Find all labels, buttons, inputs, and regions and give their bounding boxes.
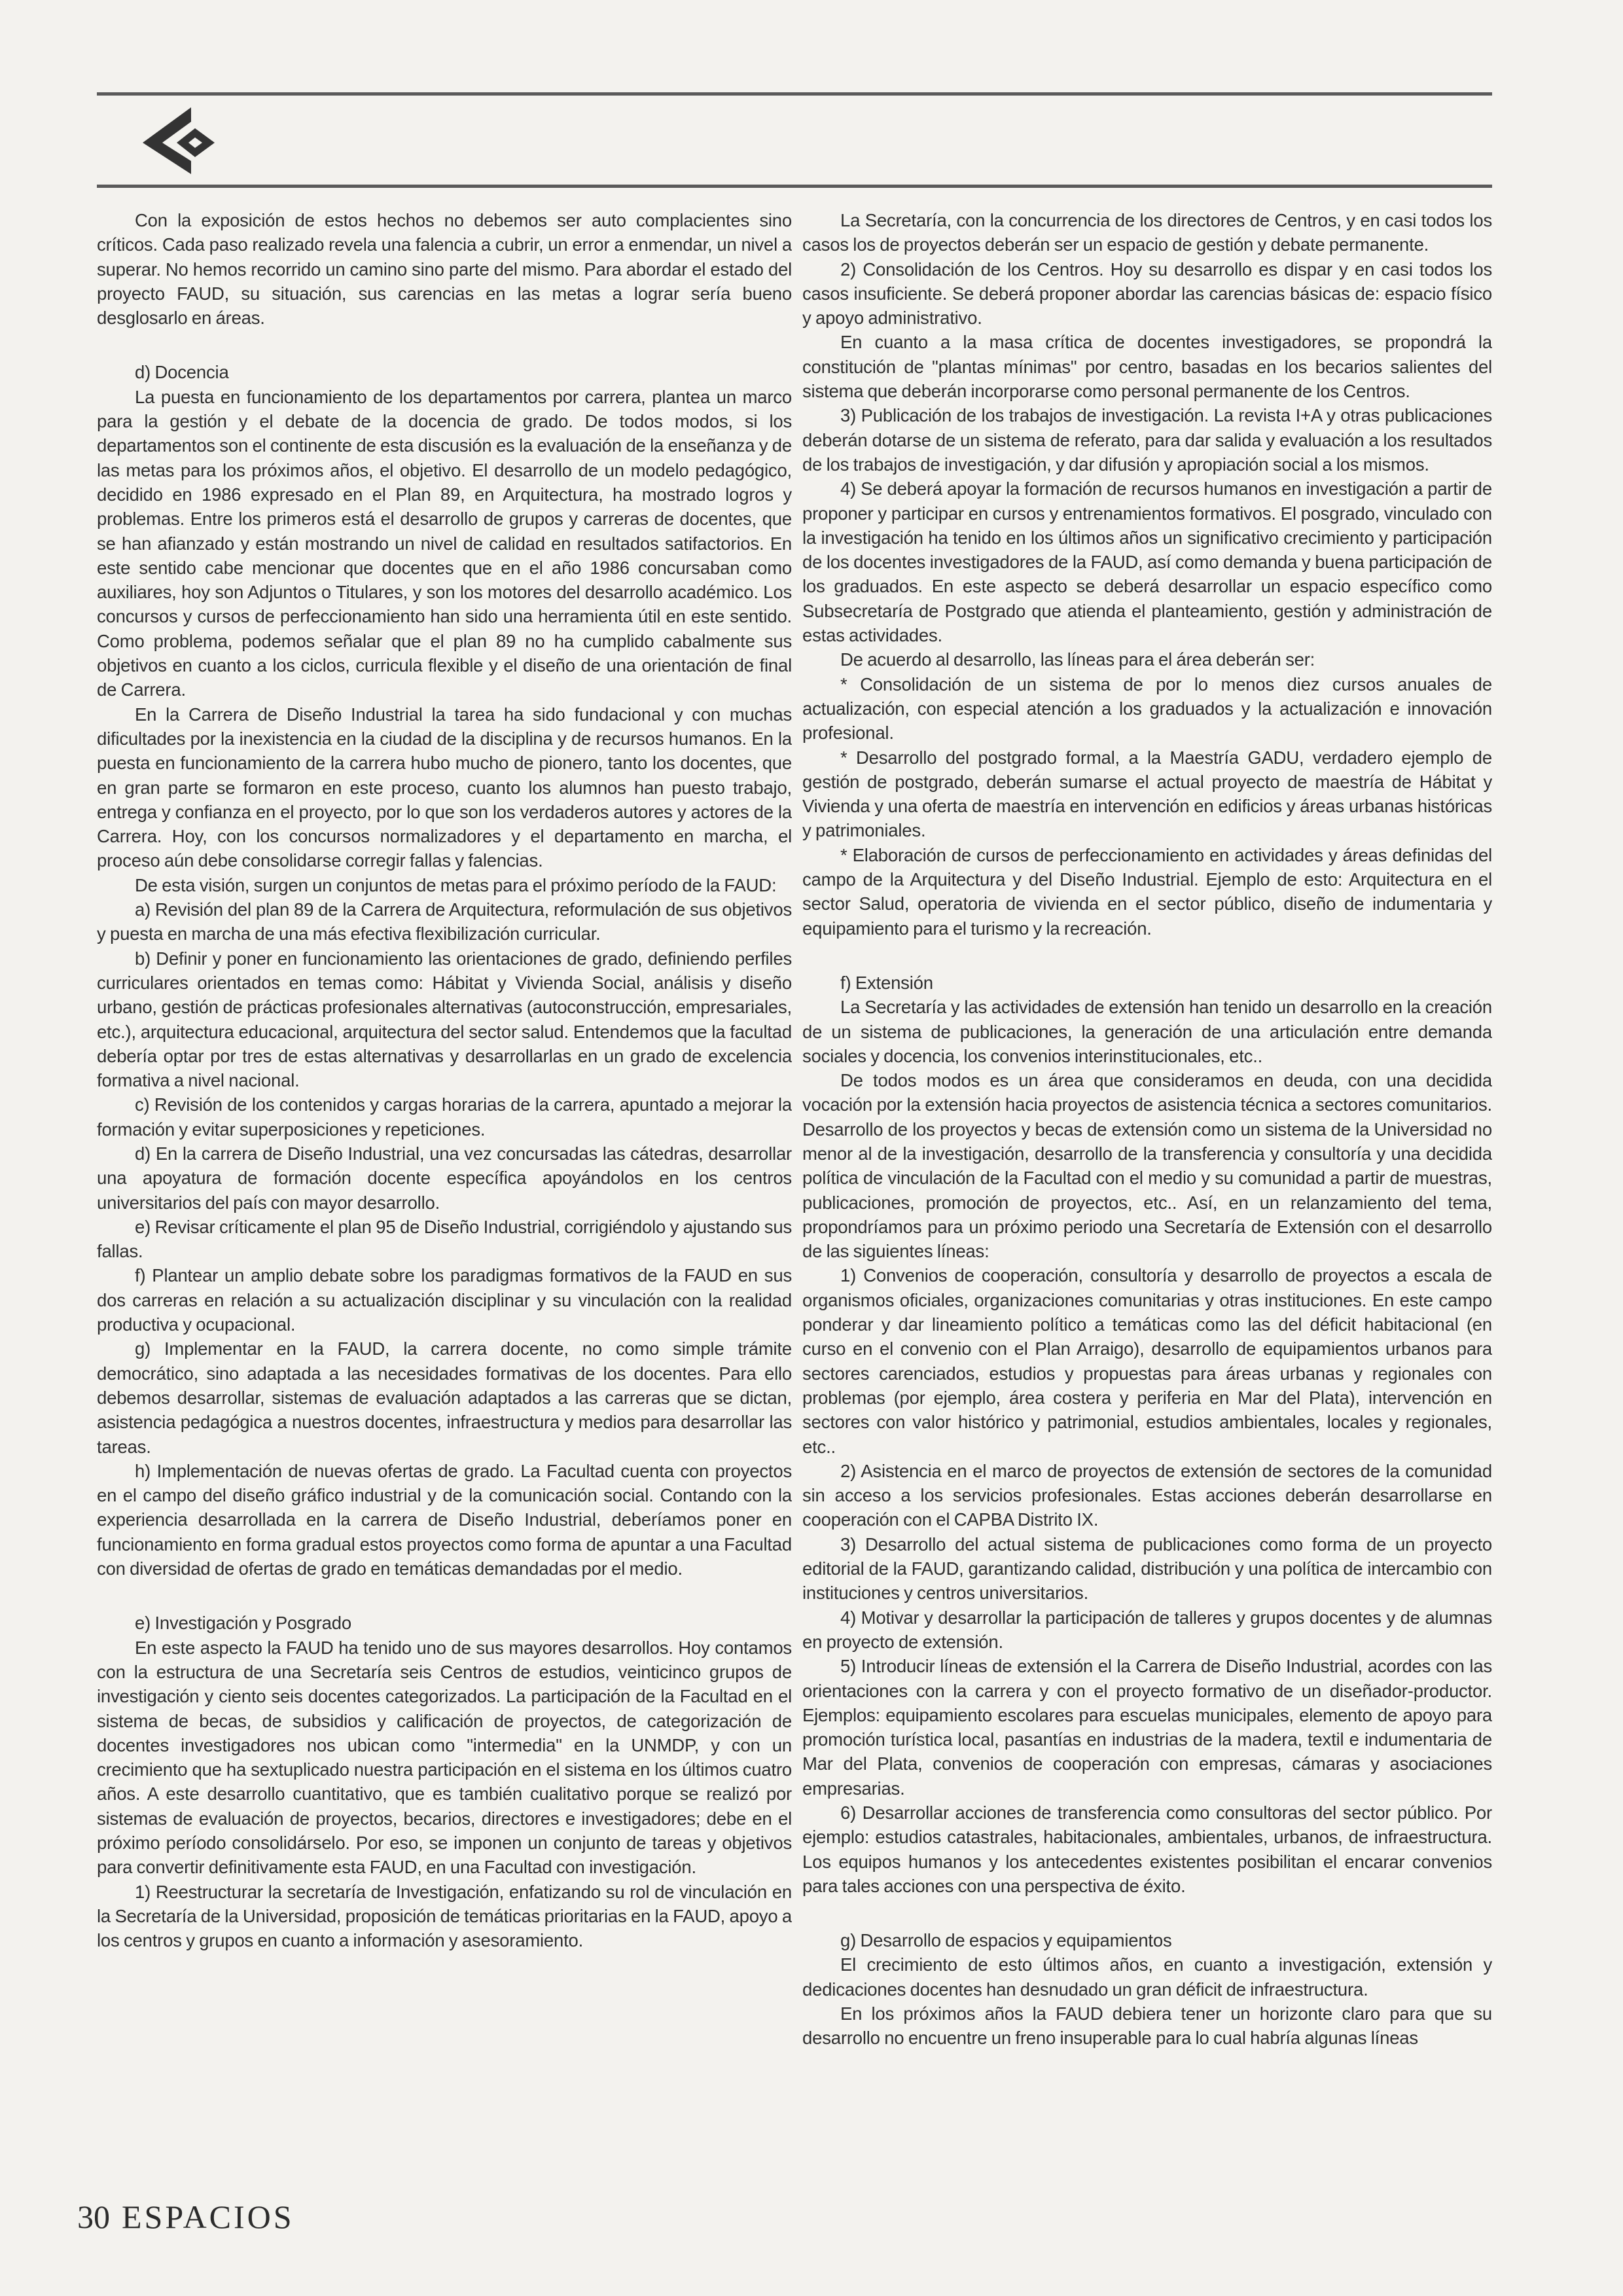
section-heading: g) Desarrollo de espacios y equipamientos xyxy=(840,1930,1172,1951)
body-paragraph: f) Plantear un amplio debate sobre los paradigmas formativos de la FAUD en sus dos carreras en relación a su actualización disciplinar y su vinculación con la realidad productiva y ocupacional. xyxy=(97,1265,792,1335)
body-paragraph: El crecimiento de esto últimos años, en cuanto a investigación, extensión y dedicaciones docentes han desnudado un gran déficit de infraestructura. xyxy=(802,1954,1492,2000)
body-paragraph: 1) Reestructurar la secretaría de Investigación, enfatizando su rol de vinculación en la Secretaría de la Universidad, proposición de temáticas prioritarias en la FAUD, apoyo a los centros y grupos en cuanto a información y asesoramiento. xyxy=(97,1881,792,1951)
section-heading: e) Investigación y Posgrado xyxy=(135,1613,351,1634)
section-heading: f) Extensión xyxy=(840,972,933,993)
body-paragraph: 3) Desarrollo del actual sistema de publicaciones como forma de un proyecto editorial de la FAUD, garantizando calidad, distribución y una política de intercambio con instituciones y centros universitarios. xyxy=(802,1534,1492,1604)
faud-chevron-logo-icon xyxy=(131,105,216,177)
header-rule-bottom xyxy=(97,185,1492,188)
body-paragraph: 6) Desarrollar acciones de transferencia como consultoras del sector público. Por ejemplo: estudios catastrales, habitacionales, ambientales, urbanos, de infraestructura. Los equipos humanos y los antecedentes existentes posibilitan el encarar convenios para tales acciones con una perspectiva de éxito. xyxy=(802,1803,1492,1896)
body-paragraph: 3) Publicación de los trabajos de investigación. La revista I+A y otras publicaciones deberán dotarse de un sistema de referato, para dar salida y evaluación a los resultados de los trabajos de investigación, y dar difusión y apropiación social a los mismos. xyxy=(802,405,1492,475)
body-paragraph: En los próximos años la FAUD debiera tener un horizonte claro para que su desarrollo no encuentre un freno insuperable para lo cual habría algunas líneas xyxy=(802,2003,1492,2049)
section-heading: d) Docencia xyxy=(135,362,229,383)
header-rule-top xyxy=(97,92,1492,96)
page-number: 30 xyxy=(77,2198,110,2235)
page-footer xyxy=(77,2194,294,2240)
body-paragraph: c) Revisión de los contenidos y cargas horarias de la carrera, apuntado a mejorar la formación y evitar superposiciones y repeticiones. xyxy=(97,1094,792,1139)
body-paragraph: 2) Consolidación de los Centros. Hoy su desarrollo es dispar y en casi todos los casos insuficiente. Se deberá proponer abordar las carencias básicas de: espacio físico y apoyo administrativo. xyxy=(802,259,1492,329)
body-paragraph: En este aspecto la FAUD ha tenido uno de sus mayores desarrollos. Hoy contamos con la estructura de una Secretaría seis Centros de estudios, veinticinco grupos de investigación y ciento seis docentes categorizados. La participación de la Facultad en el sistema de becas, de subsidios y calificación de proyectos, de categorización de docentes investigadores nos ubican como "intermedia" en la UNMDP, y con un crecimiento que ha sextuplicado nuestra participación en el sistema en los últimos cuatro años. A este desarrollo cuantitativo, que es también cualitativo porque se realizó por sistemas de evaluación de proyectos, becarios, directores e investigadores; debe en el próximo período consolidárselo. Por eso, se imponen un conjunto de tareas y objetivos para convertir definitivamente esta FAUD, en una Facultad con investigación. xyxy=(97,1637,792,1878)
body-paragraph: Con la exposición de estos hechos no debemos ser auto complacientes sino críticos. Cada paso realizado revela una falencia a cubrir, un error a enmendar, un nivel a superar. No hemos recorrido un camino sino parte del mismo. Para abordar el estado del proyecto FAUD, su situación, sus carencias en las metas a lograr sería bueno desglosarlo en áreas. xyxy=(97,210,792,329)
body-paragraph: 5) Introducir líneas de extensión el la Carrera de Diseño Industrial, acordes con las orientaciones con la carrera y con el proyecto formativo de un diseñador-productor. Ejemplos: equipamiento escolares para escuelas municipales, elemento de apoyo para promoción turística local, pasantías en industrias de la madera, textil e indumentaria de Mar del Plata, convenios de cooperación con empresas, cámaras y asociaciones empresarias. xyxy=(802,1656,1492,1799)
body-paragraph: * Consolidación de un sistema de por lo menos diez cursos anuales de actualización, con especial atención a los graduados y la actualización e innovación profesional. xyxy=(802,673,1492,744)
body-paragraph: De todos modos es un área que consideramos en deuda, con una decidida vocación por la extensión hacia proyectos de asistencia técnica a sectores comunitarios. Desarrollo de los proyectos y becas de extensión como un sistema de la Universidad no menor al de la investigación, desarrollo de la transferencia y consultoría y una decidida política de vinculación de la Facultad con el medio y su comunidad a partir de muestras, publicaciones, promoción de proyectos, etc.. Así, en un relanzamiento del tema, propondríamos para un próximo periodo una Secretaría de Extensión con el desarrollo de las siguientes líneas: xyxy=(802,1070,1492,1262)
publication-name: ESPACIOS xyxy=(122,2198,294,2235)
body-paragraph: * Desarrollo del postgrado formal, a la Maestría GADU, verdadero ejemplo de gestión de postgrado, deberán sumarse el actual proyecto de maestría de Hábitat y Vivienda y una oferta de maestría en intervención en edificios y áreas urbanas históricas y patrimoniales. xyxy=(802,747,1492,841)
body-paragraph: De esta visión, surgen un conjuntos de metas para el próximo período de la FAUD: xyxy=(135,874,777,895)
right-column xyxy=(802,208,1492,2185)
body-paragraph: 1) Convenios de cooperación, consultoría y desarrollo de proyectos a escala de organismos oficiales, organizaciones comunitarias y otras instituciones. En este campo ponderar y dar lineamiento político a temáticas como las del déficit habitacional (en curso en el convenio con el Plan Arraigo), desarrollo de equipamientos urbanos para sectores carenciados, estudios y propuestas para áreas urbanas y regionales con problemas (por ejemplo, área costera y periferia en Mar del Plata), intervención en sectores con valor histórico y patrimonial, estudios ambientales, locales y regionales, etc.. xyxy=(802,1265,1492,1457)
body-paragraph: h) Implementación de nuevas ofertas de grado. La Facultad cuenta con proyectos en el campo del diseño gráfico industrial y de la comunicación social. Contando con la experiencia desarrollada en la carrera de Diseño Industrial, deberíamos poner en funcionamiento en forma gradual estos proyectos como forma de apuntar a una Facultad con diversidad de ofertas de grado en temáticas demandadas por el medio. xyxy=(97,1460,792,1579)
body-paragraph: En cuanto a la masa crítica de docentes investigadores, se propondrá la constitución de "plantas mínimas" por centro, basadas en los becarios salientes del sistema que deberán incorporarse como personal permanente de los Centros. xyxy=(802,332,1492,402)
body-paragraph: b) Definir y poner en funcionamiento las orientaciones de grado, definiendo perfiles curriculares orientados en temas como: Hábitat y Vivienda Social, análisis y diseño urbano, gestión de prácticas profesionales alternativas (autoconstrucción, empresariales, etc.), arquitectura educacional, arquitectura del sector salud. Entendemos que la facultad debería optar por tres de estas alternativas y desarrollarlas en un grado de excelencia formativa a nivel nacional. xyxy=(97,948,792,1091)
body-paragraph: g) Implementar en la FAUD, la carrera docente, no como simple trámite democrático, sino adaptada a las necesidades formativas de los docentes. Para ello debemos desarrollar, sistemas de evaluación adaptados a las carreras que se dictan, asistencia pedagógica a nuestros docentes, infraestructura y medios para desarrollar las tareas. xyxy=(97,1338,792,1457)
body-paragraph: * Elaboración de cursos de perfeccionamiento en actividades y áreas definidas del campo de la Arquitectura y del Diseño Industrial. Ejemplo de esto: Arquitectura en el sector Salud, operatoria de vivienda en el sector público, diseño de indumentaria y equipamiento para el turismo y la recreación. xyxy=(802,844,1492,939)
body-paragraph: a) Revisión del plan 89 de la Carrera de Arquitectura, reformulación de sus objetivos y puesta en marcha de una más efectiva flexibilización curricular. xyxy=(97,899,792,944)
body-paragraph: 4) Motivar y desarrollar la participación de talleres y grupos docentes y de alumnas en proyecto de extensión. xyxy=(802,1607,1492,1652)
body-paragraph: 4) Se deberá apoyar la formación de recursos humanos en investigación a partir de proponer y participar en cursos y entrenamientos formativos. El posgrado, vinculado con la investigación ha tenido en los últimos años un significativo crecimiento y participación de los docentes investigadores de la FAUD, así como demanda y buena participación de los graduados. En este aspecto se deberá desarrollar un espacio específico como Subsecretaría de Postgrado que atienda el planteamiento, gestión y administración de estas actividades. xyxy=(802,478,1492,646)
body-paragraph: La Secretaría, con la concurrencia de los directores de Centros, y en casi todos los casos los de proyectos deberán ser un espacio de gestión y debate permanente. xyxy=(802,210,1492,255)
body-paragraph: e) Revisar críticamente el plan 95 de Diseño Industrial, corrigiéndolo y ajustando sus fallas. xyxy=(97,1216,792,1262)
body-paragraph: d) En la carrera de Diseño Industrial, una vez concursadas las cátedras, desarrollar una apoyatura de formación docente específica apoyándolos en los centros universitarios del país con mayor desarrollo. xyxy=(97,1143,792,1213)
body-paragraph: La puesta en funcionamiento de los departamentos por carrera, plantea un marco para la gestión y el debate de la docencia de grado. De todos modos, si los departamentos son el continente de esta discusión es la evaluación de la enseñanza y de las metas para los próximos años, el objetivo. El desarrollo de un modelo pedagógico, decidido en 1986 expresado en el Plan 89, en Arquitectura, ha mostrado logros y problemas. Entre los primeros está el desarrollo de grupos y carreras de docentes, que se han afianzado y están mostrando un nivel de calidad en resultados satifactorios. En este sentido cabe mencionar que docentes que en el año 1986 concursaban como auxiliares, hoy son Adjuntos o Titulares, y son los motores del desarrollo académico. Los concursos y cursos de perfeccionamiento han sido una herramienta útil en este sentido. Como problema, podemos señalar que el plan 89 no ha cumplido cabalmente sus objetivos en cuanto a los ciclos, curricula flexible y el diseño de una orientación de final de Carrera. xyxy=(97,386,792,700)
body-paragraph: 2) Asistencia en el marco de proyectos de extensión de sectores de la comunidad sin acceso a los servicios profesionales. Estas acciones deberán desarrollarse en cooperación con el CAPBA Distrito IX. xyxy=(802,1460,1492,1530)
body-paragraph: En la Carrera de Diseño Industrial la tarea ha sido fundacional y con muchas dificultades por la inexistencia en la ciudad de la disciplina y de recursos humanos. En la puesta en funcionamiento de la carrera hubo mucho de pionero, tanto los docentes, que en gran parte se formaron en este proceso, cuanto los alumnos han puesto trabajo, entrega y confianza en el proyecto, por lo que son los verdaderos autores y actores de la Carrera. Hoy, con los concursos normalizadores y el departamento en marcha, el proceso aún debe consolidarse corregir fallas y falencias. xyxy=(97,704,792,871)
body-paragraph: La Secretaría y las actividades de extensión han tenido un desarrollo en la creación de un sistema de publicaciones, la generación de una articulación entre demanda sociales y docencia, los convenios interinstitucionales, etc.. xyxy=(802,997,1492,1066)
body-paragraph: De acuerdo al desarrollo, las líneas para el área deberán ser: xyxy=(840,649,1315,670)
left-column xyxy=(97,208,792,2185)
